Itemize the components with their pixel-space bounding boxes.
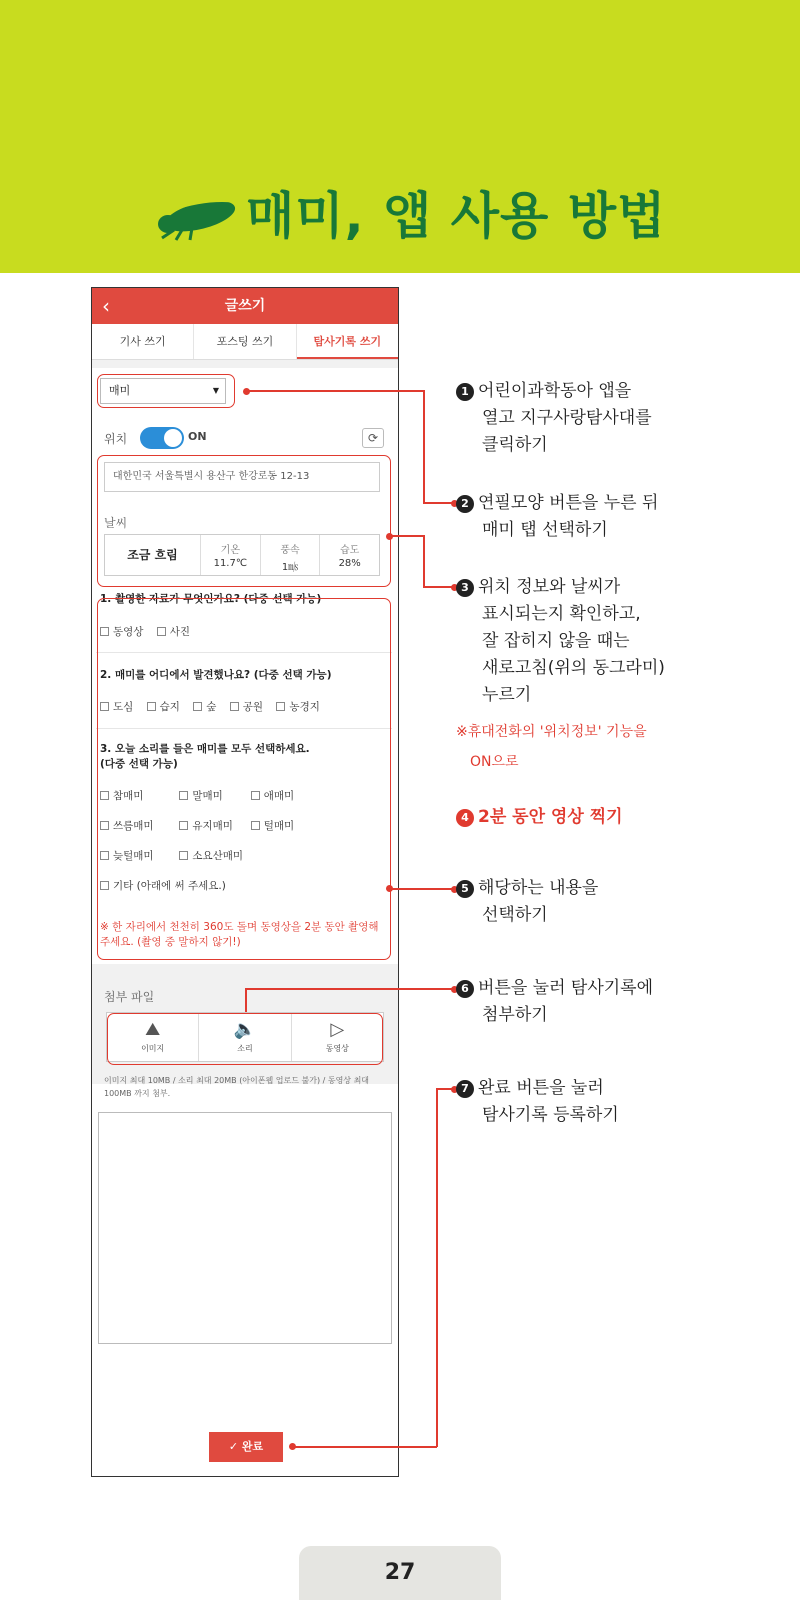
- wind-label: 풍속: [280, 545, 300, 556]
- checkbox-option[interactable]: 쓰름매미: [100, 818, 166, 833]
- page-title: 매미, 앱 사용 방법: [246, 187, 667, 245]
- checkbox-option[interactable]: 참매미: [100, 788, 166, 803]
- tab-article[interactable]: 기사 쓰기: [92, 324, 194, 359]
- connector-line: [436, 1088, 438, 1447]
- refresh-icon[interactable]: ⟳: [362, 428, 384, 448]
- temp-value: 11.7℃: [213, 558, 248, 569]
- connector-line: [423, 390, 425, 503]
- step-number: 4: [456, 809, 474, 827]
- connector-line: [245, 988, 456, 990]
- attach-video-button[interactable]: ▷ 동영상: [292, 1013, 383, 1061]
- checkbox-option[interactable]: 사진: [157, 624, 190, 639]
- done-button[interactable]: ✓ 완료: [209, 1432, 283, 1462]
- connector-line: [292, 1446, 437, 1448]
- weather-condition: 조금 흐림: [105, 535, 201, 575]
- image-icon: ⛰: [145, 1019, 161, 1040]
- highlight-attachments: [107, 1013, 383, 1065]
- checkbox-option[interactable]: 동영상: [100, 624, 143, 639]
- attach-sound-button[interactable]: 🔈 소리: [199, 1013, 291, 1061]
- dropdown-caret-icon: ▼: [212, 386, 219, 395]
- question-2: 2. 매미를 어디에서 발견했나요? (다중 선택 가능): [100, 669, 332, 681]
- connector-line: [389, 888, 456, 890]
- attachment-note: 이미지 최대 10MB / 소리 최대 20MB (아이폰웹 업로드 불가) / 동영상 최대 100MB 까지 첨부.: [104, 1076, 370, 1098]
- speaker-icon: 🔈: [233, 1019, 257, 1040]
- step-number: 3: [456, 579, 474, 597]
- weather-label: 날씨: [104, 516, 128, 530]
- highlight-questions: [97, 598, 391, 960]
- attach-image-button[interactable]: ⛰ 이미지: [107, 1013, 199, 1061]
- checkbox-option[interactable]: 도심: [100, 699, 133, 714]
- step-number: 7: [456, 1080, 474, 1098]
- attachment-label: 첨부 파일: [104, 990, 155, 1004]
- checkbox-option[interactable]: 늦털매미: [100, 848, 166, 863]
- connector-line: [423, 535, 425, 587]
- question-3-line2: (다중 선택 가능): [100, 758, 178, 770]
- step-5: 5 해당하는 내용을 선택하기: [456, 875, 598, 929]
- highlight-location-weather: [97, 455, 391, 587]
- checkbox-option[interactable]: 습지: [147, 699, 180, 714]
- play-icon: ▷: [330, 1019, 345, 1040]
- cicada-icon: [152, 192, 242, 242]
- wind-value: 1㎧: [281, 562, 299, 573]
- step-number: 5: [456, 880, 474, 898]
- temp-label: 기온: [220, 545, 240, 556]
- checkbox-option[interactable]: 기타 (아래에 써 주세요.): [100, 878, 226, 893]
- tab-bar: [92, 324, 398, 360]
- checkbox-option[interactable]: 말매미: [179, 788, 237, 803]
- address-field[interactable]: 대한민국 서울특별시 용산구 한강로동 12-13: [104, 462, 380, 492]
- title-banner: [0, 0, 800, 273]
- checkbox-option[interactable]: 농경지: [276, 699, 319, 714]
- connector-line: [245, 988, 247, 1012]
- question-3-line1: 3. 오늘 소리를 들은 매미를 모두 선택하세요.: [100, 743, 310, 755]
- location-note: ※휴대전화의 '위치정보' 기능을 ON으로: [456, 724, 647, 770]
- connector-line: [246, 390, 424, 392]
- checkbox-option[interactable]: 애매미: [251, 788, 294, 803]
- tab-exploration-record[interactable]: 탐사기록 쓰기: [297, 324, 398, 359]
- location-label: 위치: [104, 432, 128, 446]
- divider: [92, 360, 398, 368]
- humidity-value: 28%: [338, 558, 361, 569]
- filming-warning: ※ 한 자리에서 천천히 360도 돌며 동영상을 2분 동안 촬영해 주세요. (촬영 중 말하지 않기!): [100, 921, 379, 948]
- category-value: 매미: [109, 384, 131, 397]
- checkbox-option[interactable]: 털매미: [251, 818, 294, 833]
- checkbox-option[interactable]: 숲: [193, 699, 216, 714]
- highlight-category: [97, 374, 235, 408]
- question-1: 1. 촬영한 자료가 무엇인가요? (다중 선택 가능): [100, 593, 322, 605]
- step-6: 6 버튼을 눌러 탐사기록에 첨부하기: [456, 975, 653, 1029]
- page-number: 27: [299, 1546, 501, 1600]
- content-textarea[interactable]: [98, 1112, 392, 1344]
- location-toggle[interactable]: [140, 427, 184, 449]
- toggle-state: ON: [188, 430, 207, 443]
- step-2: 2 연필모양 버튼을 누른 뒤 매미 탭 선택하기: [456, 490, 658, 544]
- app-screen-title: 글쓰기: [224, 298, 266, 314]
- step-7: 7 완료 버튼을 눌러 탐사기록 등록하기: [456, 1075, 619, 1129]
- step-4: 4 2분 동안 영상 찍기: [456, 802, 623, 827]
- tab-posting[interactable]: 포스팅 쓰기: [194, 324, 296, 359]
- back-arrow-icon[interactable]: ‹: [102, 294, 110, 318]
- app-header: [92, 288, 398, 324]
- step-number: 2: [456, 495, 474, 513]
- checkbox-option[interactable]: 공원: [230, 699, 263, 714]
- check-icon: ✓: [228, 1440, 242, 1453]
- connector-line: [389, 535, 424, 537]
- humidity-label: 습도: [340, 545, 360, 556]
- step-3: 3 위치 정보와 날씨가 표시되는지 확인하고, 잘 잡히지 않을 때는 새로고침(위의 동그라미) 누르기: [456, 574, 665, 709]
- checkbox-option[interactable]: 소요산매미: [179, 848, 243, 863]
- step-number: 1: [456, 383, 474, 401]
- step-number: 6: [456, 980, 474, 998]
- step-1: 1 어린이과학동아 앱을 열고 지구사랑탐사대를 클릭하기: [456, 378, 652, 459]
- checkbox-option[interactable]: 유지매미: [179, 818, 237, 833]
